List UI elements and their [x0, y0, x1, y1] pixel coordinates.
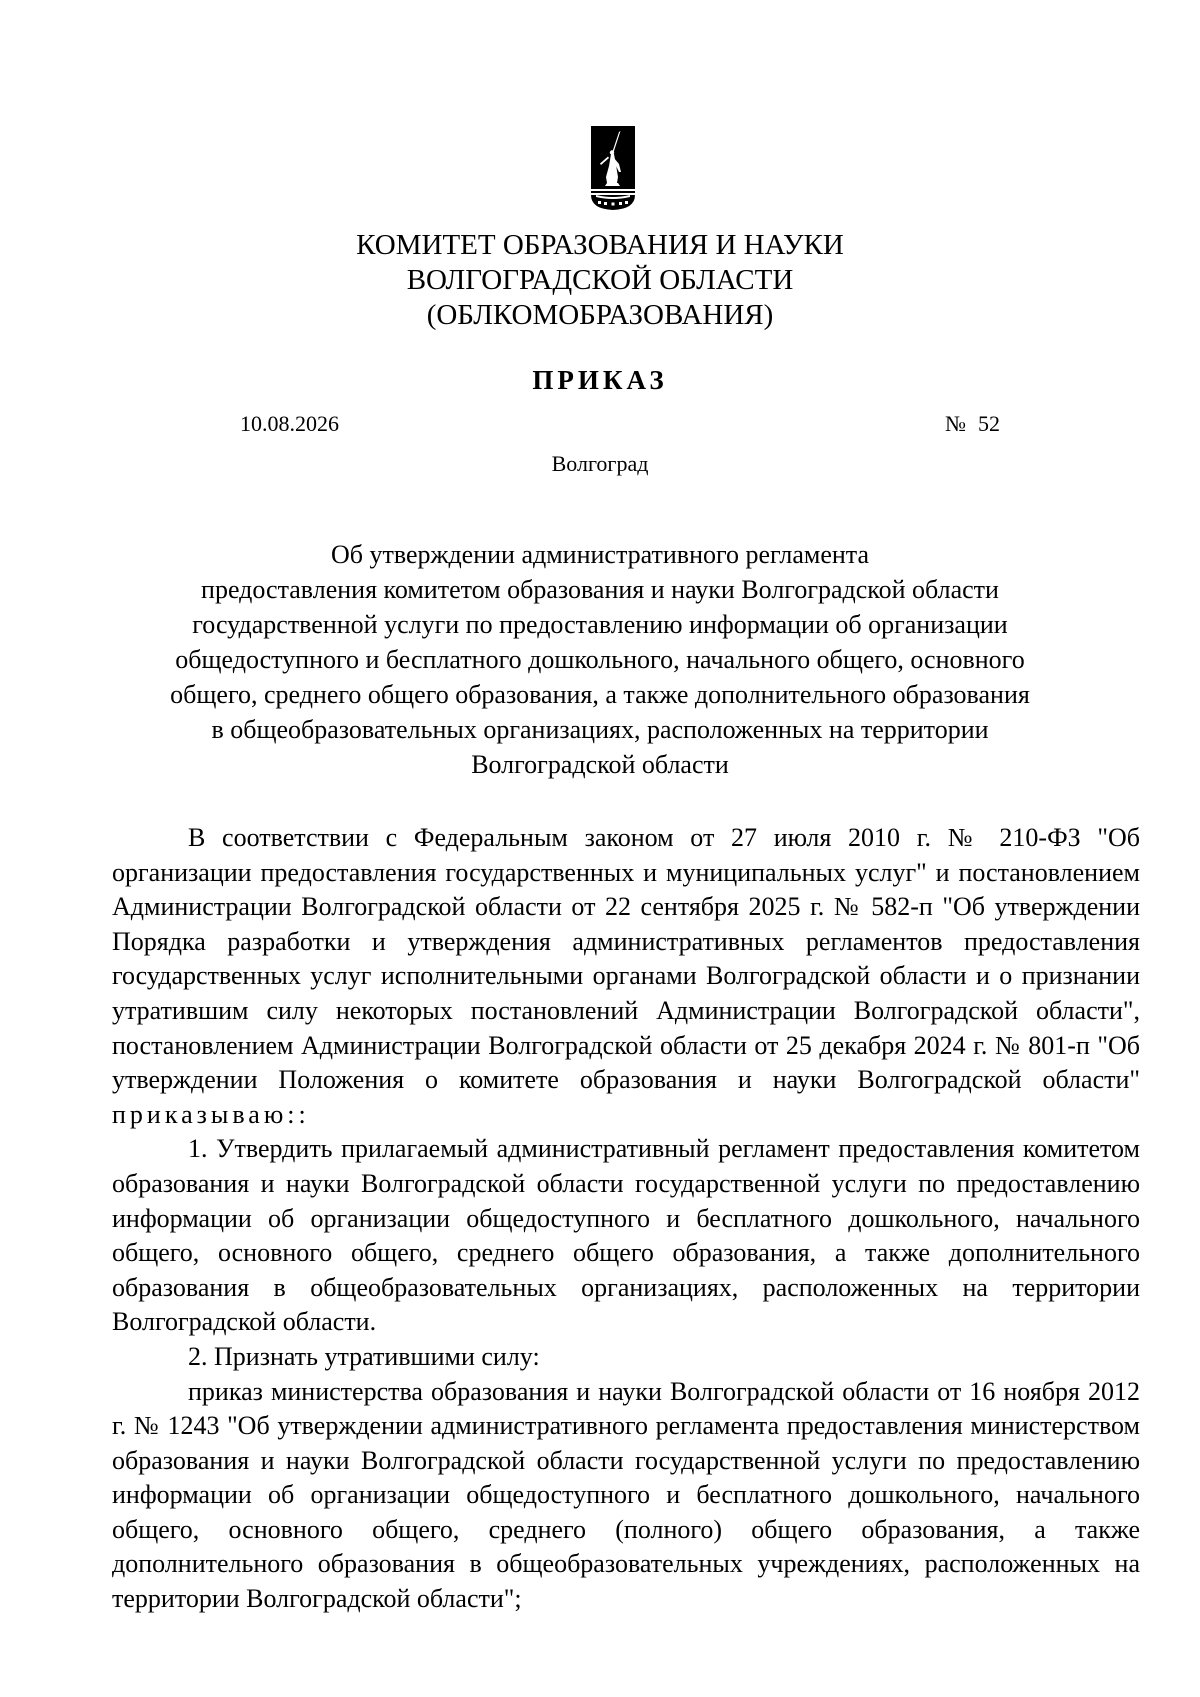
organization-name-line-1: КОМИТЕТ ОБРАЗОВАНИЯ И НАУКИ [356, 229, 844, 261]
document-title-line: общего, среднего общего образования, а также дополнительного образования [170, 680, 1030, 709]
order-word: приказываю:: [112, 1099, 310, 1129]
document-type-heading: ПРИКАЗ [532, 365, 668, 395]
document-title-line: государственной услуги по предоставлению информации об организации [192, 610, 1008, 639]
document-number [945, 410, 1000, 438]
item-1-paragraph: 1. Утвердить прилагаемый административный регламент предоставления комитетом образования и науки Волгоградской области государственной услуги по предоставлению информации об организации общедоступного и бесплатного дошкольного, начального общего, основного общего, среднего общего образования, а также дополнительного образования в общеобразовательных организациях, расположенных на территории Волгоградской области. [112, 1134, 1140, 1337]
document-city: Волгоград [551, 451, 649, 476]
number-sign: № [945, 411, 966, 436]
document-title-line: в общеобразовательных организациях, расположенных на территории [211, 715, 989, 744]
document-title-line: Волгоградской области [471, 750, 729, 779]
document-title [0, 537, 1200, 782]
organization-header [0, 228, 1200, 333]
coat-of-arms-icon [590, 125, 636, 211]
preamble-text: В соответствии с Федеральным законом от 27 июля 2010 г. № 210-ФЗ "Об организации предоставления государственных и муниципальных услуг" и постановлением Администрации Волгоградской области от 22 сентября 2025 г. № 582-п "Об утверждении Порядка разработки и утверждения административных регламентов предоставления государственных услуг исполнительными органами Волгоградской области и о признании утратившим силу некоторых постановлений Администрации Волгоградской области", постановлением Администрации Волгоградской области от 25 декабря 2024 г. № 801-п "Об утверждении Положения о комитете образования и науки Волгоградской области" [112, 823, 1140, 1095]
document-title-line: Об утверждении административного регламента [330, 540, 870, 569]
document-number-value: 52 [978, 411, 1000, 436]
preamble-paragraph [112, 821, 1140, 1132]
item-2-subparagraph: приказ министерства образования и науки Волгоградской области от 16 ноября 2012 г. № 1243 "Об утверждении административного регламента предоставления министерством образования и науки Волгоградской области государственной услуги по предоставлению информации об организации общедоступного и бесплатного дошкольного, начального общего, основного общего, среднего (полного) общего образования, а также дополнительного образования в общеобразовательных учреждениях, расположенных на территории Волгоградской области"; [112, 1376, 1140, 1614]
document-body [112, 821, 1140, 1617]
document-title-line: общедоступного и бесплатного дошкольного, начального общего, основного [175, 645, 1025, 674]
organization-abbreviation: (ОБЛКОМОБРАЗОВАНИЯ) [426, 299, 774, 331]
document-date: 10.08.2026 [240, 411, 339, 436]
document-title-line: предоставления комитетом образования и науки Волгоградской области [201, 575, 999, 604]
item-2-paragraph: 2. Признать утратившими силу: [188, 1341, 540, 1371]
organization-name-line-2: ВОЛГОГРАДСКОЙ ОБЛАСТИ [406, 264, 794, 296]
